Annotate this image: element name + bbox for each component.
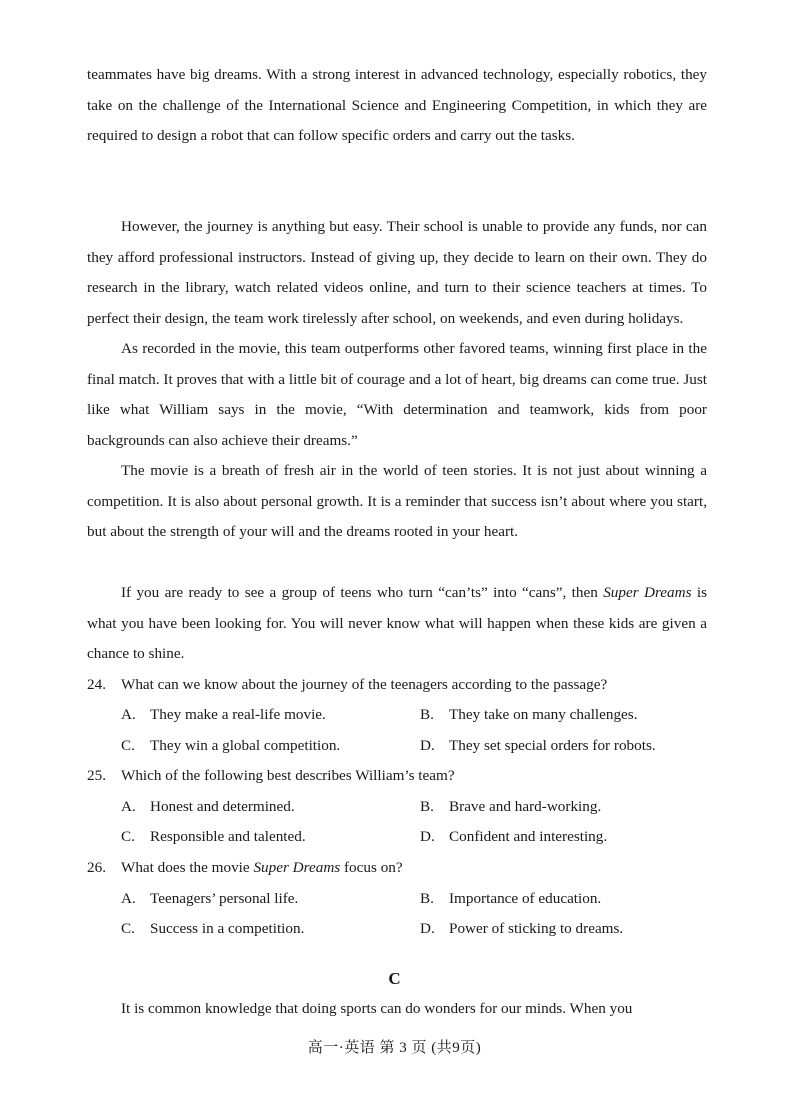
question-24 xyxy=(87,670,707,701)
passage-paragraph-4 xyxy=(87,456,707,548)
option-letter: A. xyxy=(121,706,136,723)
paragraph-5-text-after: is what you have been looking for. You will never know what will happen when these kids are given a chance to shine. xyxy=(87,584,707,662)
option-text: They take on many challenges. xyxy=(449,706,638,723)
option-text: Confident and interesting. xyxy=(449,828,608,845)
option-25-a[interactable] xyxy=(121,792,295,823)
passage-paragraph-2: However, the journey is anything but easy. Their school is unable to provide any funds, nor can they afford professional instructors. Instead of giving up, they decide to learn on their own. They do research in the library, watch related videos online, and turn to their science teachers at times. To perfect their design, the team work tirelessly after school, on weekends, and even during holidays. xyxy=(87,218,707,327)
option-26-d[interactable] xyxy=(420,914,623,945)
page-footer: 高一·英语 第 3 页 (共9页) xyxy=(307,1040,482,1056)
option-letter: C. xyxy=(121,920,135,937)
option-24-c[interactable] xyxy=(121,731,340,762)
section-c-intro: It is common knowledge that doing sports can do wonders for our minds. When you xyxy=(121,1000,633,1017)
option-letter: D. xyxy=(420,737,435,754)
section-heading-c: C xyxy=(388,969,401,988)
option-text: Honest and determined. xyxy=(150,798,295,815)
option-letter: D. xyxy=(420,920,435,937)
option-letter: C. xyxy=(121,828,135,845)
question-text-before: What does the movie xyxy=(121,859,254,876)
question-25 xyxy=(87,761,707,792)
paragraph-4-text: The movie is a breath of fresh air in the world of teen stories. It is not just about winning a competition. It is also about personal growth. It is a reminder that success isn’t about where you start, but about the strength of your will and the dreams rooted in your heart. xyxy=(87,462,707,540)
question-text: Which of the following best describes William’s team? xyxy=(121,767,455,784)
option-letter: B. xyxy=(420,890,434,907)
option-26-b[interactable] xyxy=(420,884,601,915)
option-letter: D. xyxy=(420,828,435,845)
option-text: Power of sticking to dreams. xyxy=(449,920,624,937)
option-26-a[interactable] xyxy=(121,884,298,915)
option-text: They win a global competition. xyxy=(150,737,341,754)
movie-title: Super Dreams xyxy=(603,584,692,601)
option-25-d[interactable] xyxy=(420,822,607,853)
question-text: What can we know about the journey of the teenagers according to the passage? xyxy=(121,676,608,693)
option-letter: B. xyxy=(420,706,434,723)
question-26 xyxy=(87,853,707,884)
movie-title: Super Dreams xyxy=(253,859,341,876)
paragraph-5-text-before: If you are ready to see a group of teens who turn “can’ts” into “cans”, then xyxy=(121,584,604,601)
option-text: They make a real-life movie. xyxy=(150,706,326,723)
option-letter: A. xyxy=(121,890,136,907)
option-25-b[interactable] xyxy=(420,792,601,823)
option-letter: B. xyxy=(420,798,434,815)
option-text: Teenagers’ personal life. xyxy=(150,890,299,907)
passage-paragraph-5 xyxy=(87,578,707,670)
option-text: Responsible and talented. xyxy=(150,828,306,845)
question-number: 25. xyxy=(87,767,106,784)
option-text: Brave and hard-working. xyxy=(449,798,602,815)
option-text: Success in a competition. xyxy=(150,920,305,937)
option-text: Importance of education. xyxy=(449,890,602,907)
question-text-after: focus on? xyxy=(340,859,403,876)
option-25-c[interactable] xyxy=(121,822,306,853)
option-26-c[interactable] xyxy=(121,914,304,945)
option-24-d[interactable] xyxy=(420,731,656,762)
option-text: They set special orders for robots. xyxy=(449,737,656,754)
option-24-b[interactable] xyxy=(420,700,638,731)
passage-paragraph-3: As recorded in the movie, this team outperforms other favored teams, winning first place in the final match. It proves that with a little bit of courage and a lot of heart, big dreams can come true. Just like what William says in the movie, “With determination and teamwork, kids from poor backgrounds can also achieve their dreams.” xyxy=(87,340,707,449)
option-letter: C. xyxy=(121,737,135,754)
option-letter: A. xyxy=(121,798,136,815)
option-24-a[interactable] xyxy=(121,700,326,731)
passage-paragraph-1: teammates have big dreams. With a strong interest in advanced technology, especially robotics, they take on the challenge of the International Science and Engineering Competition, in which they are required to design a robot that can follow specific orders and carry out the tasks. xyxy=(87,66,707,144)
question-number: 24. xyxy=(87,676,106,693)
question-number: 26. xyxy=(87,859,106,876)
